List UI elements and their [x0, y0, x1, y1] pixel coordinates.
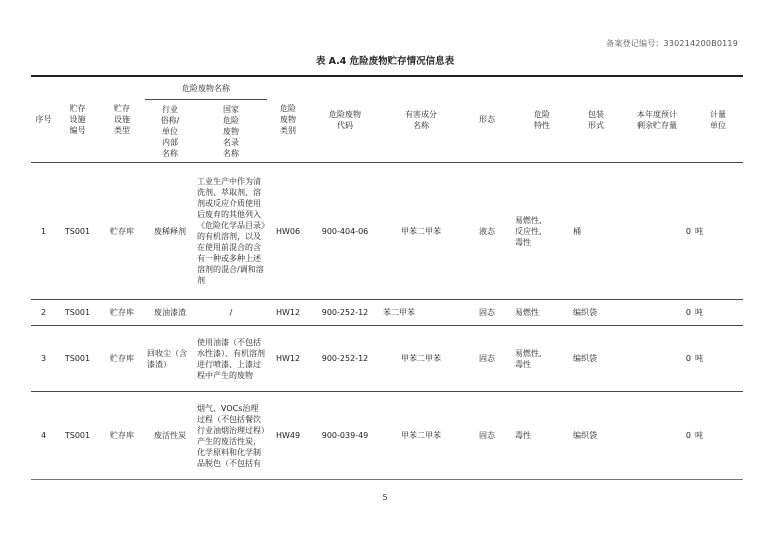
measure-unit: 吨 [695, 226, 703, 236]
remaining-amount: 0 [685, 226, 691, 236]
col-header: 本年度预计 剩余贮存量 [637, 109, 677, 130]
facility-id: TS001 [64, 354, 91, 363]
table-row [31, 326, 743, 392]
common-name: 废活性炭 [154, 431, 186, 440]
harmful-component: 甲苯二甲苯 [401, 354, 441, 363]
col-header: 危险 废物 类别 [280, 104, 296, 135]
remaining-amount: 0 [685, 431, 691, 440]
hazard-property: 易燃性, 毒性 [515, 348, 542, 369]
package-form: 编织袋 [573, 354, 597, 363]
remaining-amount: 0 [685, 354, 691, 363]
waste-category: HW06 [275, 226, 301, 236]
table-row [31, 392, 743, 480]
national-name: 使用油漆（不包括水性漆）、有机溶剂进行喷漆、上漆过程中产生的废物 [197, 337, 265, 380]
harmful-component: 甲苯二甲苯 [401, 226, 441, 236]
remaining-amount: 0 [685, 308, 691, 317]
national-name: / [229, 308, 233, 317]
registration-number: 备案登记编号：330214200B0119 [606, 39, 738, 48]
facility-type: 贮存库 [110, 308, 134, 317]
facility-type: 贮存库 [110, 226, 134, 236]
col-header: 形态 [479, 115, 495, 124]
national-name: 工业生产中作为清洗剂、萃取剂、溶剂或反应介质使用后废弃的其他列入《危险化学品目录》的有机溶剂，以及在使用前混合的含有一种或多种上述溶剂的混合/调和溶剂 [197, 177, 265, 285]
col-header: 有害成分 名称 [405, 109, 437, 130]
table-row [31, 163, 743, 300]
facility-id: TS001 [64, 431, 91, 440]
table-title: 表 A.4 危险废物贮存情况信息表 [315, 56, 455, 67]
waste-code: 900-039-49 [321, 431, 369, 440]
measure-unit: 吨 [695, 431, 703, 440]
row-no: 4 [40, 431, 47, 440]
row-no: 3 [40, 354, 47, 363]
facility-type: 贮存库 [110, 354, 134, 363]
col-header: 计量 单位 [710, 109, 726, 130]
col-header: 贮存 设施 编号 [69, 104, 86, 135]
waste-code: 900-404-06 [321, 226, 369, 236]
col-header: 国家 危险 废物 名录 名称 [223, 104, 239, 158]
hazard-property: 易燃性 [515, 308, 539, 317]
table-row [31, 300, 743, 326]
waste-form: 固态 [479, 308, 495, 317]
hazard-property: 易燃性, 反应性, 毒性 [515, 215, 542, 247]
col-header: 行业 俗称/ 单位 内部 名称 [160, 104, 180, 158]
facility-type: 贮存库 [110, 431, 134, 440]
col-header: 包装 形式 [588, 109, 604, 130]
page-number: 5 [382, 493, 388, 502]
national-name: 烟气、VOCs治理过程（不包括餐饮行业油烟治理过程）产生的废活性炭，化学原料和化学制品脱色（不包括有 [197, 403, 265, 468]
waste-code: 900-252-12 [321, 354, 369, 363]
waste-category: HW49 [275, 431, 301, 440]
group-header: 危险废物名称 [145, 76, 267, 100]
col-header: 危险 特性 [534, 109, 550, 130]
common-name: 废稀释剂 [154, 226, 186, 236]
common-name: 回收尘（含漆渣） [147, 348, 187, 369]
package-form: 编织袋 [573, 308, 597, 317]
row-no: 2 [40, 308, 47, 317]
waste-category: HW12 [275, 308, 301, 317]
hazard-property: 毒性 [515, 431, 531, 440]
measure-unit: 吨 [695, 354, 703, 363]
harmful-component: 苯二甲苯 [383, 308, 415, 317]
waste-form: 固态 [479, 354, 495, 363]
row-no: 1 [40, 226, 47, 236]
col-header: 序号 [35, 115, 52, 124]
facility-id: TS001 [64, 308, 91, 317]
col-header: 贮存 设施 类型 [114, 104, 130, 135]
waste-code: 900-252-12 [321, 308, 369, 317]
col-header: 危险废物 代码 [329, 109, 361, 130]
harmful-component: 甲苯二甲苯 [401, 431, 441, 440]
hazardous-waste-storage-table [31, 75, 743, 480]
package-form: 编织袋 [573, 431, 597, 440]
waste-form: 固态 [479, 431, 495, 440]
measure-unit: 吨 [695, 308, 703, 317]
package-form: 桶 [573, 226, 581, 236]
facility-id: TS001 [64, 226, 91, 236]
waste-category: HW12 [275, 354, 301, 363]
waste-form: 液态 [479, 226, 495, 236]
common-name: 废油漆渣 [154, 308, 186, 317]
